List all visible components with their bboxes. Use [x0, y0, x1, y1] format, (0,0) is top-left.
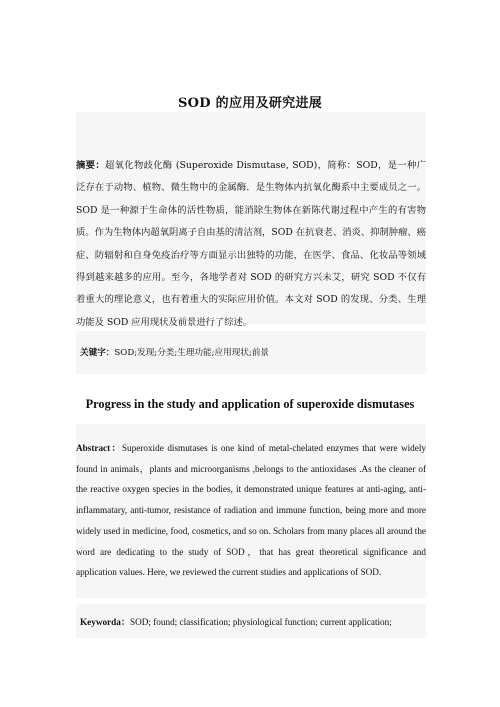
english-keywords-text: SOD; found; classification; physiological function; current application;	[130, 617, 392, 627]
chinese-abstract-label: 摘要：	[76, 160, 105, 171]
chinese-keywords-block	[76, 331, 426, 374]
english-keywords-label: Keyworda：	[80, 617, 131, 627]
english-abstract-block	[76, 424, 426, 598]
english-keywords-block	[76, 604, 426, 638]
chinese-abstract-block	[76, 112, 426, 328]
english-abstract	[76, 438, 426, 583]
english-title: Progress in the study and application of superoxide dismutases	[85, 397, 415, 411]
chinese-abstract	[76, 155, 426, 334]
chinese-keywords	[80, 346, 269, 358]
english-abstract-label: Abstract：	[76, 443, 122, 453]
english-abstract-text: Superoxide dismutases is one kind of metal-chelated enzymes that were widely found in animals，plants and microorganisms ,belongs to the antioxidases .As the cleaner of the reactive oxygen species in the bodies, it demonstrated unique features at anti-aging, anti-inflammatary, anti-tumor, resistance of radiation and immune function, being more and more widely used in medicine, food, cosmetics, and so on. Scholars from many places all around the word are dedicating to the study of SOD，that has great theoretical significance and application values. Here, we reviewed the current studies and applications of SOD.	[76, 443, 426, 578]
chinese-abstract-text: 超氧化物歧化酶 (Superoxide Dismutase, SOD)，简称：SOD，是一种广泛存在于动物、植物、微生物中的金属酶．是生物体内抗氧化酶系中主要成员之一。SOD 是一种源于生命体的活性物质，能消除生物体在新陈代谢过程中产生的有害物质。作为生物体内超氧阴离子自由基的清洁剂，SOD 在抗衰老、消炎、抑制肿瘤、癌症、防辐射和自身免疫治疗等方面显示出独特的功能，在医学、食品、化妆品等领域得到越来越多的应用。至今，各地学者对 SOD 的研究方兴未艾，研究 SOD 不仅有着重大的理论意义，也有着重大的实际应用价值。本文对 SOD 的发现、分类、生理功能及 SOD 应用现状及前景进行了综述。	[76, 160, 426, 328]
english-keywords	[80, 614, 392, 628]
chinese-keywords-text: SOD;发现;分类;生理功能;应用现状;前景	[114, 348, 270, 358]
chinese-title: SOD 的应用及研究进展	[177, 96, 323, 111]
chinese-keywords-label: 关键字：	[80, 348, 115, 358]
